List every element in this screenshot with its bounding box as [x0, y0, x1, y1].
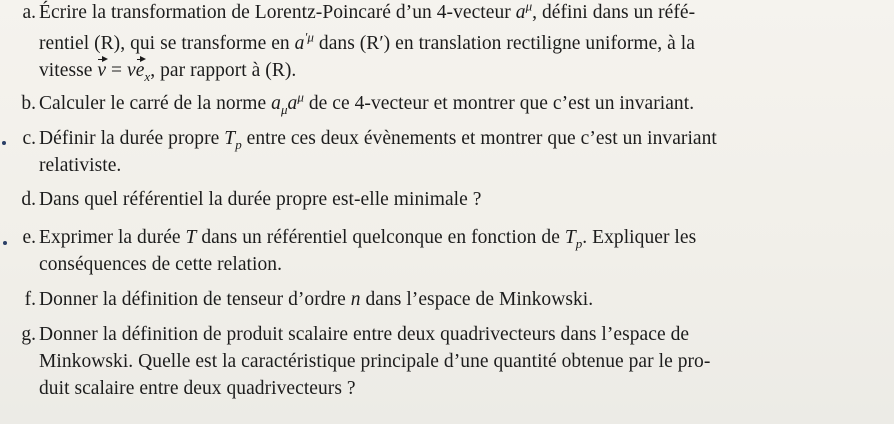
text-span: Calculer le carré de la norme — [39, 93, 272, 114]
item-letter: e. — [22, 227, 36, 248]
math-symbol: $T_p$ — [224, 128, 242, 152]
text-line — [39, 349, 710, 375]
text-span: Minkowski. Quelle est la caractéristique principale d’une quantité obtenue par le pro- — [39, 351, 711, 372]
text-span: relativiste. — [39, 155, 122, 176]
item-letter: b. — [21, 93, 36, 114]
text-span: . Expliquer les — [582, 227, 697, 248]
text-line — [39, 31, 695, 57]
math-symbol: $a^{'\mu}$ — [294, 29, 314, 54]
math-symbol: $a^\mu$ — [515, 0, 533, 23]
text-line — [39, 225, 696, 251]
vector-with-subscript: $e_x$ — [135, 60, 151, 84]
text-span: dans l’espace de Minkowski. — [360, 289, 594, 310]
vector-symbol: v — [97, 58, 106, 84]
text-span: de ce 4-vecteur et montrer que c’est un invariant. — [303, 93, 695, 114]
math-symbol: $a_\mu a^\mu$ — [271, 89, 304, 117]
text-line — [39, 376, 356, 402]
item-letter: f. — [24, 289, 36, 310]
math-symbol: $T_p$ — [564, 227, 583, 251]
text-span: Dans quel référentiel la durée propre est-elle minimale ? — [39, 189, 482, 210]
text-span: Écrire la transformation de Lorentz-Poincaré d’un 4-vecteur — [39, 2, 516, 23]
text-span: dans (R′) en translation rectiligne uniforme, à la — [313, 33, 695, 54]
text-span: , défini dans un réfé- — [532, 2, 696, 23]
text-span: = — [106, 60, 127, 81]
text-line — [39, 187, 481, 213]
text-span: Donner la définition de produit scalaire entre deux quadrivecteurs dans l’espace de — [39, 324, 690, 345]
text-line — [39, 287, 593, 313]
text-span: Définir la durée propre — [39, 128, 225, 149]
vector-symbol: e — [136, 58, 145, 84]
text-line — [39, 0, 695, 26]
text-span: entre ces deux évènements et montrer que c’est un invariant — [241, 128, 717, 149]
text-line — [39, 153, 121, 179]
text-span: Exprimer la durée — [39, 227, 186, 248]
text-span: , par rapport à (R). — [150, 60, 297, 81]
text-line — [39, 91, 694, 117]
text-span: rentiel (R), qui se transforme en — [39, 33, 295, 54]
text-line — [39, 322, 689, 348]
item-letter: g. — [21, 324, 36, 345]
text-span: dans un référentiel quelconque en fonction de — [196, 227, 565, 248]
text-span: duit scalaire entre deux quadrivecteurs ? — [39, 378, 356, 399]
math-symbol: n — [350, 289, 361, 310]
item-letter: c. — [22, 128, 36, 149]
math-symbol: v — [126, 60, 136, 81]
text-span: vitesse — [39, 60, 98, 81]
item-letter: d. — [21, 189, 36, 210]
text-span: conséquences de cette relation. — [39, 254, 283, 275]
text-line — [39, 58, 296, 84]
item-letter: a. — [22, 2, 36, 23]
math-symbol: T — [185, 227, 197, 248]
text-line — [39, 126, 717, 152]
text-span: Donner la définition de tenseur d’ordre — [39, 289, 351, 310]
text-line — [39, 252, 282, 278]
